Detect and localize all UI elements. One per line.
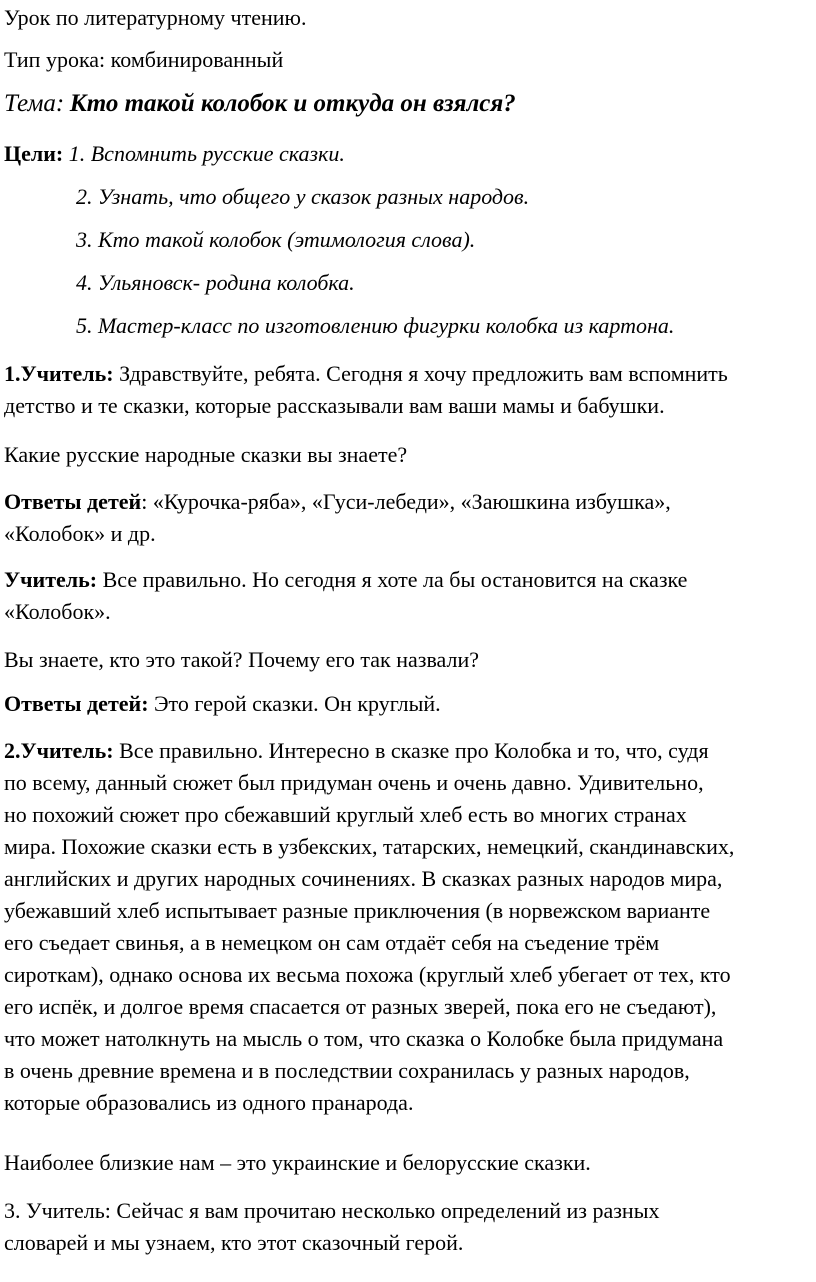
topic-text: Кто такой колобок и откуда он взялся?	[69, 90, 516, 117]
children-text-1a: : «Курочка-ряба», «Гуси-лебеди», «Заюшкина избушка»,	[141, 489, 671, 514]
lesson-type: Тип урока: комбинированный	[4, 47, 284, 72]
p2-line-8: сироткам), однако основа их весьма похожа (круглый хлеб убегает от тех, кто	[4, 962, 731, 987]
goal-item-3: 3. Кто такой колобок (этимология слова).	[76, 227, 476, 252]
p2-line-12: которые образовались из одного пранарода.	[4, 1090, 414, 1115]
goal-item-5: 5. Мастер-класс по изготовлению фигурки колобка из картона.	[76, 313, 675, 338]
lesson-topic	[4, 88, 814, 120]
goal-item-1: 1. Вспомнить русские сказки.	[68, 141, 345, 166]
teacher-paragraph-1	[4, 358, 814, 422]
goal-item-4: 4. Ульяновск- родина колобка.	[76, 270, 355, 295]
teacher-text-1b: детство и те сказки, которые рассказывали вам ваши мамы и бабушки.	[4, 393, 665, 418]
teacher-label-1: 1.Учитель:	[4, 361, 114, 386]
children-label-1: Ответы детей	[4, 489, 142, 514]
goals-first	[4, 138, 814, 170]
p2-line-1: Все правильно. Интересно в сказке про Колобка и то, что, судя	[113, 738, 709, 763]
question-2: Вы знаете, кто это такой? Почему его так назвали?	[4, 647, 480, 672]
topic-label: Тема:	[4, 90, 65, 117]
p2-line-2: по всему, данный сюжет был придуман очень и очень давно. Удивительно,	[4, 770, 704, 795]
teacher-label-2: Учитель:	[4, 567, 98, 592]
children-answer-1	[4, 486, 814, 550]
p2-line-11: в очень древние времена и в последствии сохранилась у разных народов,	[4, 1058, 690, 1083]
teacher-text-2a: Все правильно. Но сегодня я хоте ла бы остановится на сказке	[97, 567, 688, 592]
p2-line-10: что может натолкнуть на мысль о том, что сказка о Колобке была придумана	[4, 1026, 724, 1051]
goals-label: Цели:	[4, 141, 64, 166]
teacher-paragraph-3	[4, 735, 814, 1119]
p2-line-4: мира. Похожие сказки есть в узбекских, татарских, немецкий, скандинавских,	[4, 834, 735, 859]
closing-sentence: Наиболее близкие нам – это украинские и белорусские сказки.	[4, 1150, 591, 1175]
teacher-label-3: 2.Учитель:	[4, 738, 114, 763]
p2-line-7: его съедает свинья, а в немецком он сам отдаёт себя на съедение трём	[4, 930, 660, 955]
goal-item-2: 2. Узнать, что общего у сказок разных народов.	[76, 184, 530, 209]
children-text-2: Это герой сказки. Он круглый.	[148, 691, 441, 716]
children-text-1b: «Колобок» и др.	[4, 521, 156, 546]
lesson-title: Урок по литературному чтению.	[4, 5, 307, 30]
p2-line-3: но похожий сюжет про сбежавший круглый хлеб есть во многих странах	[4, 802, 687, 827]
p2-line-5: английских и других народных сочинениях. В сказках разных народов мира,	[4, 866, 723, 891]
children-label-2: Ответы детей:	[4, 691, 149, 716]
teacher-text-1a: Здравствуйте, ребята. Сегодня я хочу предложить вам вспомнить	[113, 361, 728, 386]
p3-line-2: словарей и мы узнаем, кто этот сказочный герой.	[4, 1230, 464, 1255]
p2-line-6: убежавший хлеб испытывает разные приключения (в норвежском варианте	[4, 898, 711, 923]
teacher-paragraph-2	[4, 564, 814, 628]
p3-line-1: 3. Учитель: Сейчас я вам прочитаю несколько определений из разных	[4, 1198, 660, 1223]
teacher-text-2b: «Колобок».	[4, 599, 111, 624]
children-answer-2	[4, 688, 814, 720]
p2-line-9: его испёк, и долгое время спасается от разных зверей, пока его не съедают),	[4, 994, 717, 1019]
question-1: Какие русские народные сказки вы знаете?	[4, 442, 408, 467]
teacher-paragraph-4	[4, 1195, 814, 1259]
